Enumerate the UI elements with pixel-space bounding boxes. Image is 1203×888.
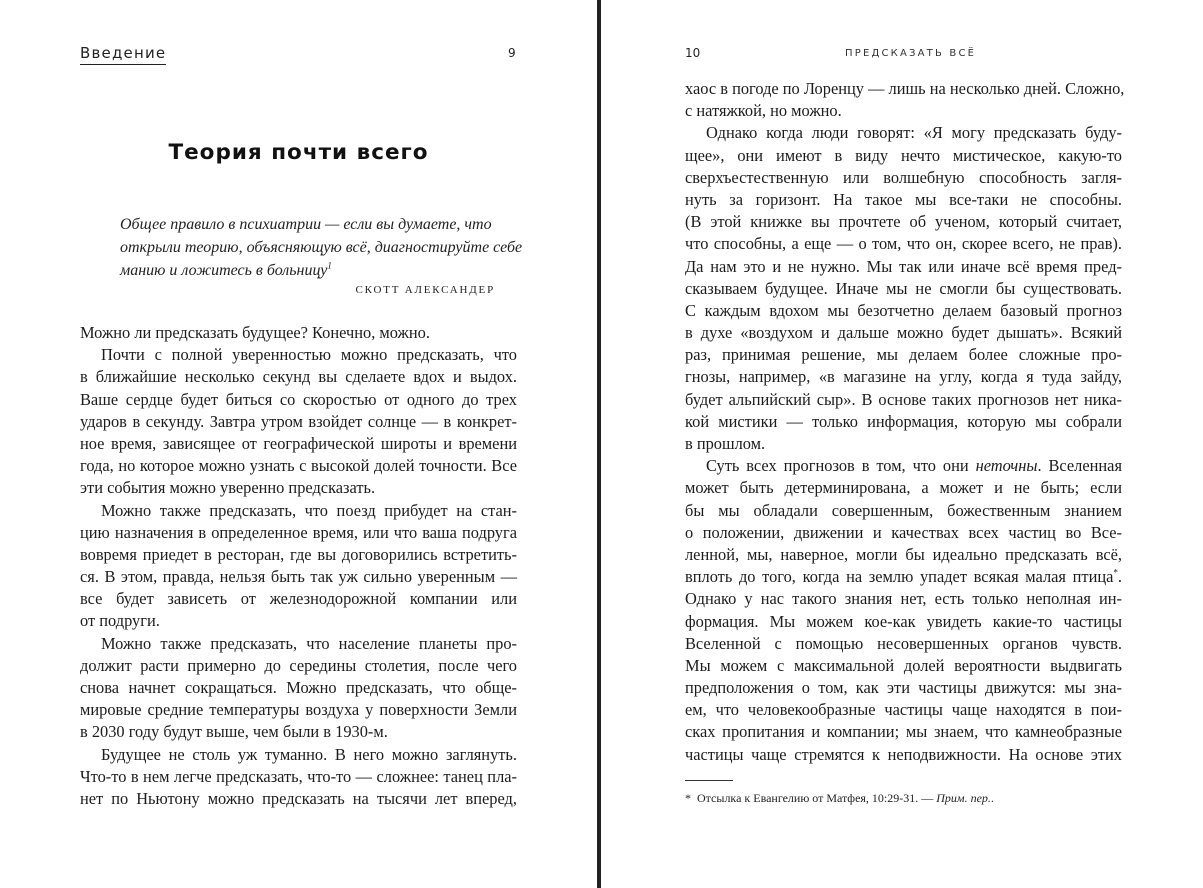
text-segment: вплоть до того, когда на землю упадет всякая малая птица xyxy=(685,567,1114,587)
left-page xyxy=(0,0,597,888)
body-text xyxy=(685,78,1125,766)
text-line: будет альпийский сыр». В основе таких прогнозов нет ника- xyxy=(685,389,1122,409)
text-line: все будет зависеть от железнодорожной компании или xyxy=(80,589,517,609)
text-line: Мы можем с максимальной долей вероятности выдвигать xyxy=(685,655,1122,675)
text-line: Можно также предсказать, что поезд прибудет на стан- xyxy=(101,500,517,520)
text-line: гнозы, например, «в магазине на углу, когда я туда зайду, xyxy=(685,367,1122,387)
text-line: цию назначения в определенное время, или что ваша подруга xyxy=(80,522,517,542)
text-line: щее», они имеют в виду нечто мистическое, какую-то xyxy=(685,145,1122,165)
footnote-text: Отсылка к Евангелию от Матфея, 10:29-31. — xyxy=(697,791,937,805)
footnote-mark: * xyxy=(1113,567,1118,578)
text-segment: Суть всех прогнозов в том, что они xyxy=(706,456,976,476)
text-line: Однако когда люди говорят: «Я могу предсказать буду- xyxy=(706,123,1122,143)
text-line: сках пропитания и компании; мы знаем, что камнеобразные xyxy=(685,722,1122,742)
text-line: ленной, мы, наверное, могли бы идеально предсказать всё, xyxy=(685,544,1122,564)
text-line: может быть детерминирована, а может и не быть; если xyxy=(685,478,1122,498)
text-line: сверхъестественную или волшебную способность загля- xyxy=(685,167,1122,187)
text-line: в 2030 году будут выше, чем были в 1930-м. xyxy=(80,722,388,742)
text-line: ударов в секунду. Завтра утром взойдет солнце — в конкрет- xyxy=(80,411,517,431)
text-line: Ваше сердце будет биться со скоростью от одного до трех xyxy=(80,389,517,409)
chapter-title: Теория почти всего xyxy=(168,140,429,165)
text-segment: . xyxy=(1037,456,1042,476)
footnote xyxy=(685,791,994,806)
text-line: Да нам это и не нужно. Мы так или иначе всё время пред- xyxy=(685,256,1122,276)
text-line: (В этой книжке вы прочтете об ученом, который считает, xyxy=(685,212,1122,232)
text-line: с натяжкой, но можно. xyxy=(685,101,842,121)
running-head: ПРЕДСКАЗАТЬ ВСЁ xyxy=(845,48,977,59)
text-line: нуть за горизонт. На такое мы все-таки не способны. xyxy=(685,189,1122,209)
text-line: Вселенной с помощью несовершенных органов чувств. xyxy=(685,633,1122,653)
footnote-divider xyxy=(685,780,733,781)
epigraph-line: Общее правило в психиатрии — если вы думаете, что xyxy=(120,216,492,233)
text-line: в ближайшие несколько секунд вы сделаете вдох и выдох. xyxy=(80,367,517,387)
text-line: ем, что человекообразные частицы чаще находятся в пои- xyxy=(685,700,1122,720)
text-line: ное время, зависящее от географической широты и времени xyxy=(80,433,517,453)
text-line: о положении, движении и качествах всех частиц во Все- xyxy=(685,522,1122,542)
emphasis-text: неточны xyxy=(975,456,1038,476)
right-page xyxy=(601,0,1203,888)
text-line: года, но которое можно узнать с высокой долей точности. Все xyxy=(80,456,517,476)
epigraph xyxy=(120,213,523,296)
text-line: хаос в погоде по Лоренцу — лишь на несколько дней. Сложно, xyxy=(685,79,1125,98)
footnote-italic: Прим. пер. xyxy=(936,791,991,805)
text-line: Почти с полной уверенностью можно предсказать, что xyxy=(101,345,517,365)
text-line: в духе «воздухом и дальше можно будет дышать». Всякий xyxy=(685,323,1122,343)
text-line xyxy=(685,455,1122,477)
endnote-mark: 1 xyxy=(327,260,332,271)
text-line: нет по Ньютону можно предсказать на тысячи лет вперед, xyxy=(80,788,517,808)
footnote-mark: * xyxy=(685,791,691,805)
text-line: кой мистики — только информация, которую мы собрали xyxy=(685,411,1122,431)
running-title: Введение xyxy=(80,44,166,65)
body-text xyxy=(80,322,517,810)
epigraph-line: открыли теорию, объясняющую всё, диагностируйте себе xyxy=(120,239,523,256)
text-segment: Вселенная xyxy=(1048,456,1122,476)
text-line: частицы чаще стремятся к неподвижности. На основе этих xyxy=(685,744,1122,764)
text-line: Однако у нас такого знания нет, есть только неполная ин- xyxy=(685,589,1122,609)
epigraph-line xyxy=(120,259,495,282)
text-line: вовремя приедет в ресторан, где вы договорились встретить- xyxy=(80,544,517,564)
epigraph-text: манию и ложитесь в больницу xyxy=(120,262,328,279)
page-number: 10 xyxy=(685,46,701,60)
epigraph-author: СКОТТ АЛЕКСАНДЕР xyxy=(355,284,495,296)
text-line: Что-то в нем легче предсказать, что-то — сложнее: танец пла- xyxy=(80,766,517,786)
text-line: мировые средние температуры воздуха у поверхности Земли xyxy=(80,700,517,720)
text-line: Можно ли предсказать будущее? Конечно, можно. xyxy=(80,323,430,342)
text-line: С каждым вдохом мы безотчетно делаем базовый прогноз xyxy=(685,300,1122,320)
text-line: в прошлом. xyxy=(685,434,766,453)
text-line: раз, принимая решение, мы делаем более сложные про- xyxy=(685,345,1122,365)
text-line: вплоть до того, когда на землю упадет всякая малая птица*. xyxy=(685,567,1122,587)
text-line: формация. Мы можем кое-как увидеть какие-то частицы xyxy=(685,611,1122,631)
page-number: 9 xyxy=(508,46,516,60)
text-line: Будущее не столь уж туманно. В него можно заглянуть. xyxy=(101,744,517,764)
text-line: ся. В этом, правда, нельзя быть так уж сильно уверенным — xyxy=(80,567,517,587)
text-line: снова начнет сокращаться. Можно предсказать, что обще- xyxy=(80,678,517,697)
text-line: Можно также предсказать, что население планеты про- xyxy=(101,633,517,653)
text-line: эти события можно уверенно предсказать. xyxy=(80,478,376,498)
text-line: бы мы обладали совершенным, божественным знанием xyxy=(685,500,1122,520)
text-line: от подруги. xyxy=(80,611,160,631)
footnote-end: . xyxy=(990,791,994,805)
text-line: что способны, а еще — о том, что он, скорее всего, не прав). xyxy=(685,234,1122,254)
text-line: должит расти примерно до середины столетия, после чего xyxy=(80,655,517,675)
text-line: сказываем будущее. Иначе мы не смогли бы существовать. xyxy=(685,278,1122,298)
text-line: предположения о том, как эти частицы движутся: мы зна- xyxy=(685,678,1122,698)
